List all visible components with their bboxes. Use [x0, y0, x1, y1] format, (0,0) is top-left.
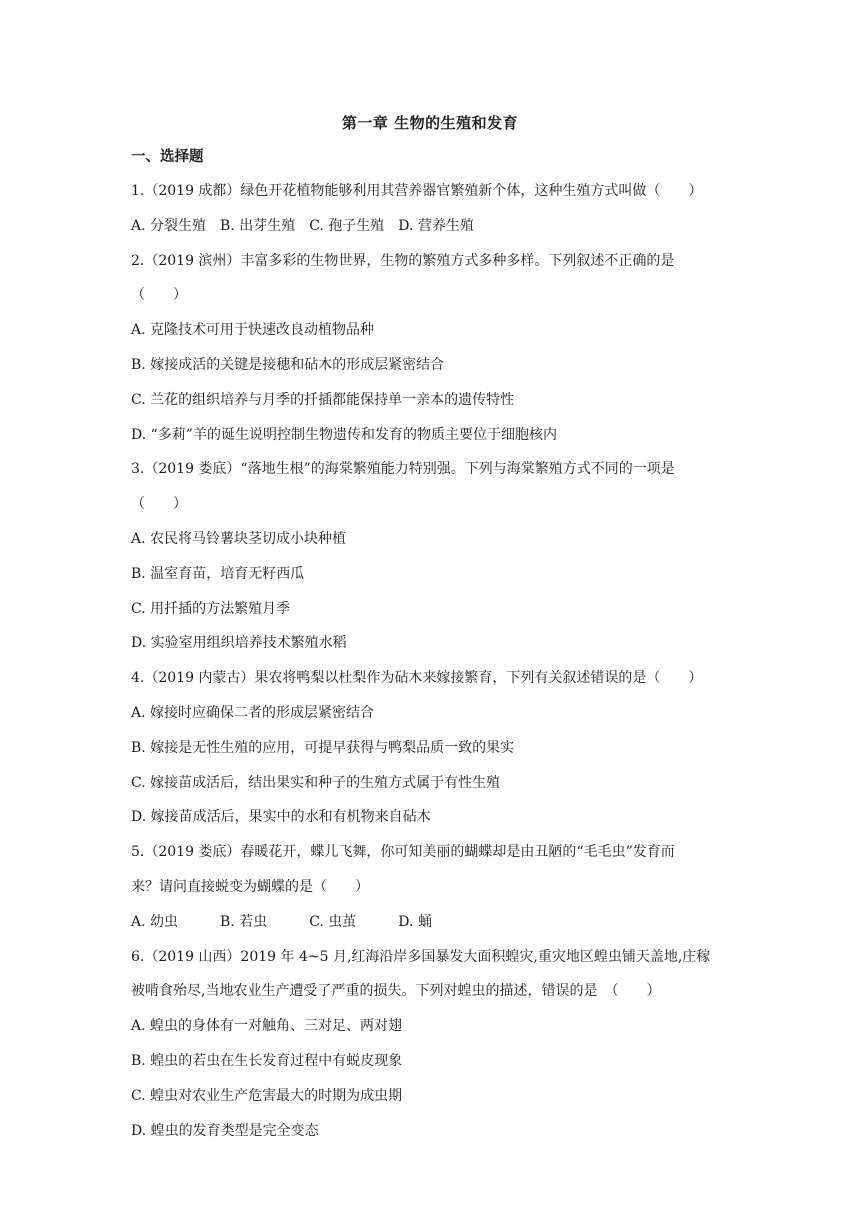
question-3-option-a: A. 农民将马铃薯块茎切成小块种植	[131, 530, 347, 547]
question-6-option-a: A. 蝗虫的身体有一对触角、三对足、两对翅	[131, 1018, 403, 1035]
question-3-answer-blank: （ ）	[131, 496, 187, 513]
section-heading: 一、选择题	[131, 149, 204, 165]
question-4-stem: 4.（2019 内蒙古）果农将鸭梨以杜梨作为砧木来嫁接繁育，下列有关叙述错误的是（ ）	[131, 670, 703, 687]
question-6-option-d: D. 蝗虫的发育类型是完全变态	[131, 1122, 319, 1139]
question-1-options: A. 分裂生殖 B. 出芽生殖 C. 孢子生殖 D. 营养生殖	[131, 217, 474, 234]
question-content	[131, 146, 731, 1154]
question-2-stem: 2.（2019 滨州）丰富多彩的生物世界，生物的繁殖方式多种多样。下列叙述不正确的是	[131, 252, 675, 269]
question-4-option-b: B. 嫁接是无性生殖的应用，可提早获得与鸭梨品质一致的果实	[131, 739, 515, 756]
question-5-stem-continued: 来？请问直接蜕变为蝴蝶的是（ ）	[131, 878, 369, 895]
question-4-option-a: A. 嫁接时应确保二者的形成层紧密结合	[131, 704, 375, 721]
question-2-answer-blank: （ ）	[131, 287, 187, 304]
question-4-option-c: C. 嫁接苗成活后，结出果实和种子的生殖方式属于有性生殖	[131, 774, 501, 791]
question-6-stem-continued: 被啃食殆尽,当地农业生产遭受了严重的损失。下列对蝗虫的描述，错误的是 （ ）	[131, 983, 661, 1000]
question-1-stem: 1.（2019 成都）绿色开花植物能够利用其营养器官繁殖新个体，这种生殖方式叫做（ ）	[131, 183, 703, 199]
question-6-stem: 6.（2019 山西）2019 年 4~5 月,红海沿岸多国暴发大面积蝗灾,重灾地区蝗虫铺天盖地,庄稼	[131, 948, 711, 965]
question-3-option-b: B. 温室育苗，培育无籽西瓜	[131, 565, 305, 582]
question-3-stem: 3.（2019 娄底）“落地生根”的海棠繁殖能力特别强。下列与海棠繁殖方式不同的一项是	[131, 461, 675, 478]
question-6-option-b: B. 蝗虫的若虫在生长发育过程中有蜕皮现象	[131, 1052, 403, 1069]
question-5-options: A. 幼虫 B. 若虫 C. 虫茧 D. 蛹	[131, 913, 432, 930]
question-6-option-c: C. 蝗虫对农业生产危害最大的时期为成虫期	[131, 1087, 403, 1104]
question-5-stem: 5.（2019 娄底）春暖花开，蝶儿飞舞，你可知美丽的蝴蝶却是由丑陋的“毛毛虫”发育而	[131, 844, 675, 861]
question-3-option-d: D. 实验室用组织培养技术繁殖水稻	[131, 635, 347, 652]
question-3-option-c: C. 用扦插的方法繁殖月季	[131, 600, 291, 617]
chapter-title: 第一章 生物的生殖和发育	[341, 114, 519, 132]
question-2-option-b: B. 嫁接成活的关键是接穗和砧木的形成层紧密结合	[131, 356, 445, 373]
question-2-option-c: C. 兰花的组织培养与月季的扦插都能保持单一亲本的遗传特性	[131, 391, 515, 408]
question-4-option-d: D. 嫁接苗成活后，果实中的水和有机物来自砧木	[131, 809, 431, 826]
question-2-option-a: A. 克隆技术可用于快速改良动植物品种	[131, 322, 375, 339]
question-2-option-d: D. “多莉”羊的诞生说明控制生物遗传和发育的物质主要位于细胞核内	[131, 426, 557, 443]
